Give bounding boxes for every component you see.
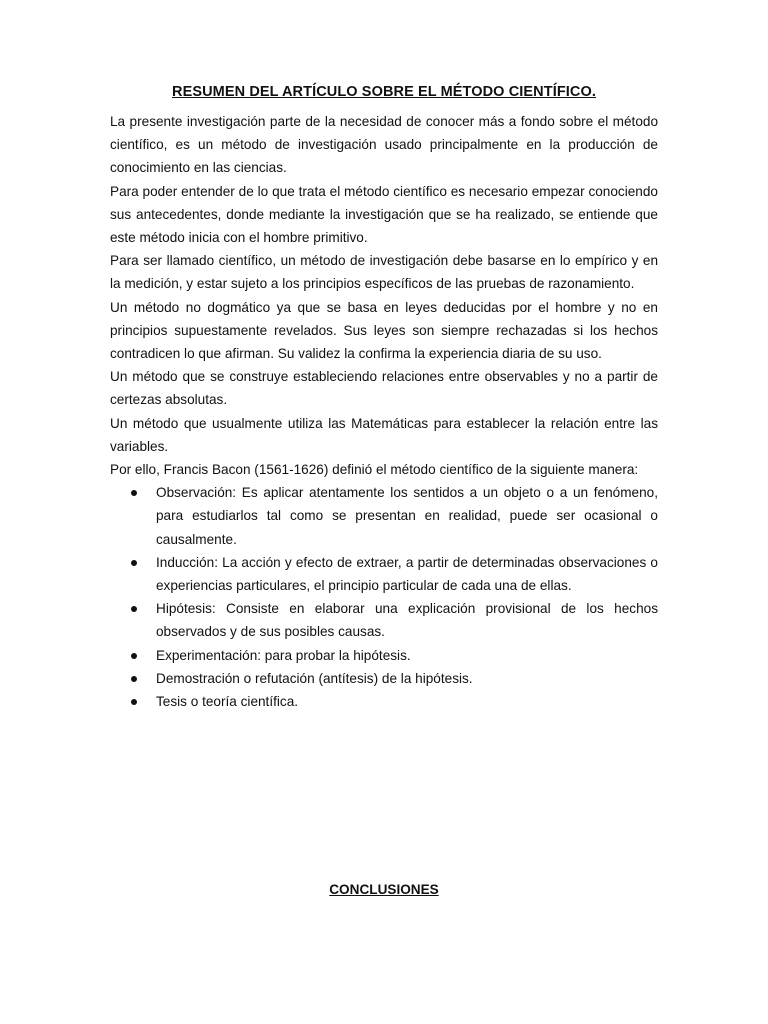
list-item-text: Demostración o refutación (antítesis) de la hipótesis. bbox=[156, 670, 473, 686]
paragraph: Para ser llamado científico, un método de investigación debe basarse en lo empírico y en la medición, y estar sujeto a los principios específicos de las pruebas de razonamiento. bbox=[110, 253, 658, 292]
paragraph: Un método que se construye estableciendo relaciones entre observables y no a partir de certezas absolutas. bbox=[110, 369, 658, 408]
bullet-icon bbox=[131, 653, 137, 659]
bacon-steps-list bbox=[110, 481, 658, 713]
list-item-text: Tesis o teoría científica. bbox=[156, 694, 299, 710]
document-body bbox=[110, 110, 658, 713]
document-title: RESUMEN DEL ARTÍCULO SOBRE EL MÉTODO CIENTÍFICO. bbox=[172, 84, 596, 100]
bullet-icon bbox=[131, 676, 137, 682]
paragraph: Un método no dogmático ya que se basa en leyes deducidas por el hombre y no en principios supuestamente revelados. Sus leyes son siempre rechazadas si los hechos contradicen lo que afirman. Su validez la confirma la experiencia diaria de su uso. bbox=[110, 299, 658, 362]
list-item-text: Experimentación: para probar la hipótesis. bbox=[156, 647, 411, 663]
list-item bbox=[110, 667, 658, 690]
bullet-icon bbox=[131, 490, 137, 496]
list-item bbox=[110, 690, 658, 713]
paragraph: Un método que usualmente utiliza las Matemáticas para establecer la relación entre las variables. bbox=[110, 415, 658, 454]
conclusions-heading: CONCLUSIONES bbox=[329, 882, 439, 897]
bullet-icon bbox=[131, 699, 137, 705]
list-item-text: Observación: Es aplicar atentamente los sentidos a un objeto o a un fenómeno, para estudiarlos tal como se presentan en realidad, puede ser ocasional o causalmente. bbox=[156, 485, 658, 547]
paragraph: La presente investigación parte de la necesidad de conocer más a fondo sobre el método científico, es un método de investigación usado principalmente en la producción de conocimiento en las ciencias. bbox=[110, 114, 658, 176]
paragraph: Por ello, Francis Bacon (1561-1626) definió el método científico de la siguiente manera: bbox=[110, 462, 639, 478]
list-item bbox=[110, 481, 658, 551]
bullet-icon bbox=[131, 606, 137, 612]
bullet-icon bbox=[131, 560, 137, 566]
list-item-text: Inducción: La acción y efecto de extraer, a partir de determinadas observaciones o experiencias particulares, el principio particular de cada una de ellas. bbox=[156, 554, 658, 594]
list-item-text: Hipótesis: Consiste en elaborar una explicación provisional de los hechos observados y de sus posibles causas. bbox=[156, 601, 658, 640]
list-item bbox=[110, 551, 658, 597]
paragraph: Para poder entender de lo que trata el método científico es necesario empezar conociendo sus antecedentes, donde mediante la investigación que se ha realizado, se entiende que este método inicia con el hombre primitivo. bbox=[110, 183, 658, 246]
list-item bbox=[110, 644, 658, 667]
list-item bbox=[110, 597, 658, 643]
